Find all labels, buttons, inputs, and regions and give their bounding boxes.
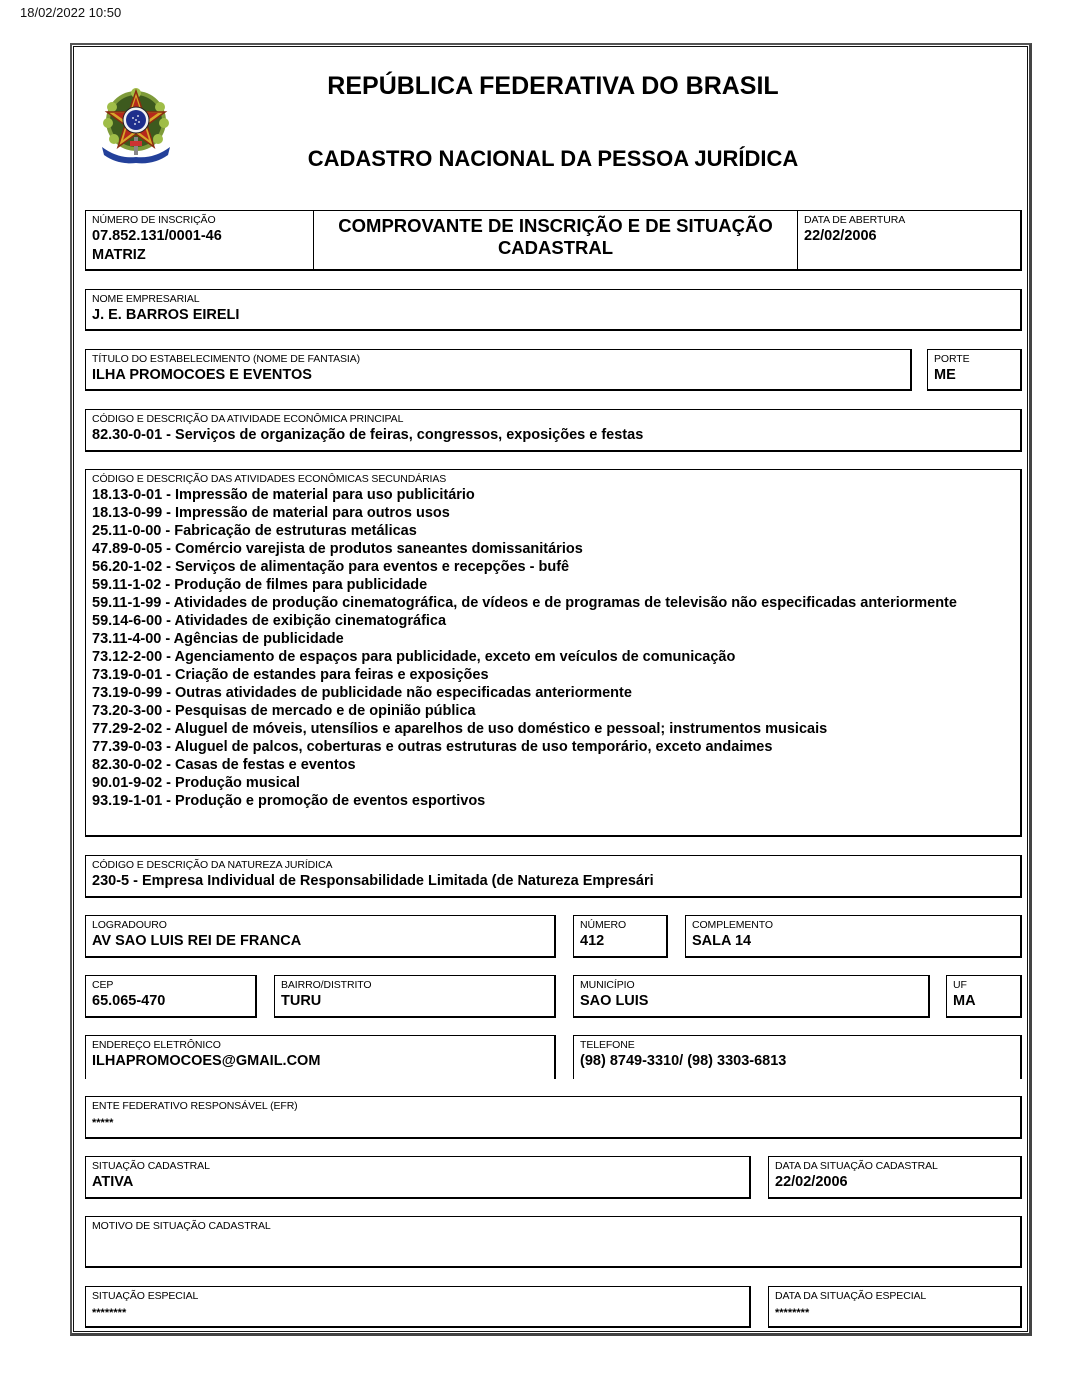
efr-label: ENTE FEDERATIVO RESPONSÁVEL (EFR)	[92, 1100, 298, 1112]
atividade-secundaria-item: 93.19-1-01 - Produção e promoção de eventos esportivos	[92, 793, 486, 809]
situacao-especial-label: SITUAÇÃO ESPECIAL	[92, 1290, 199, 1302]
document-title	[313, 211, 798, 269]
porte-box	[927, 349, 1022, 391]
complemento-label: COMPLEMENTO	[692, 919, 773, 931]
data-situacao-especial-value: ********	[775, 1307, 810, 1319]
data-situacao-especial-box	[768, 1286, 1022, 1328]
municipio-label: MUNICÍPIO	[580, 979, 635, 991]
natureza-juridica-value: 230-5 - Empresa Individual de Responsabilidade Limitada (de Natureza Empresári	[92, 873, 654, 889]
inscricao-label: NÚMERO DE INSCRIÇÃO	[92, 214, 216, 226]
efr-box	[85, 1096, 1022, 1139]
situacao-cadastral-value: ATIVA	[92, 1174, 134, 1190]
data-situacao-cadastral-box	[768, 1156, 1022, 1199]
atividade-secundaria-item: 59.11-1-99 - Atividades de produção cinematográfica, de vídeos e de programas de televisão não especificadas anteriormente	[92, 595, 957, 611]
municipio-box	[573, 975, 930, 1018]
bairro-value: TURU	[281, 993, 322, 1009]
data-abertura-value: 22/02/2006	[804, 228, 877, 244]
numero-box	[573, 915, 668, 958]
atividade-secundaria-item: 90.01-9-02 - Produção musical	[92, 775, 300, 791]
atividade-secundaria-item: 59.11-1-02 - Produção de filmes para publicidade	[92, 577, 428, 593]
header-title: REPÚBLICA FEDERATIVA DO BRASIL	[327, 72, 779, 100]
porte-value: ME	[934, 367, 956, 383]
motivo-situacao-label: MOTIVO DE SITUAÇÃO CADASTRAL	[92, 1220, 271, 1232]
atividade-secundaria-item: 47.89-0-05 - Comércio varejista de produtos saneantes domissanitários	[92, 541, 583, 557]
numero-label: NÚMERO	[580, 919, 627, 931]
situacao-especial-box	[85, 1286, 751, 1328]
titulo-estabelecimento-label: TÍTULO DO ESTABELECIMENTO (NOME DE FANTASIA)	[92, 353, 361, 365]
atividade-principal-label: CÓDIGO E DESCRIÇÃO DA ATIVIDADE ECONÔMICA PRINCIPAL	[92, 413, 404, 425]
atividade-principal-box	[85, 409, 1022, 452]
atividade-secundaria-item: 73.19-0-01 - Criação de estandes para feiras e exposições	[92, 667, 489, 683]
titulo-estabelecimento-value: ILHA PROMOCOES E EVENTOS	[92, 367, 312, 383]
numero-value: 412	[580, 933, 605, 949]
uf-box	[946, 975, 1022, 1018]
telefone-box	[573, 1035, 1022, 1079]
nome-empresarial-value: J. E. BARROS EIRELI	[92, 307, 240, 323]
municipio-value: SAO LUIS	[580, 993, 649, 1009]
titulo-estabelecimento-box	[85, 349, 912, 391]
email-box	[85, 1035, 556, 1079]
data-abertura-cell	[798, 211, 1020, 269]
logradouro-value: AV SAO LUIS REI DE FRANCA	[92, 933, 302, 949]
situacao-cadastral-label: SITUAÇÃO CADASTRAL	[92, 1160, 210, 1172]
print-timestamp: 18/02/2022 10:50	[20, 5, 122, 20]
natureza-juridica-box	[85, 855, 1022, 898]
data-situacao-cadastral-label: DATA DA SITUAÇÃO CADASTRAL	[775, 1160, 938, 1172]
cnpj-value: 07.852.131/0001-46	[92, 228, 222, 244]
atividades-secundarias-list	[92, 486, 980, 810]
bairro-label: BAIRRO/DISTRITO	[281, 979, 372, 991]
nome-empresarial-box	[85, 289, 1022, 331]
uf-label: UF	[953, 979, 967, 991]
atividade-secundaria-item: 82.30-0-02 - Casas de festas e eventos	[92, 757, 356, 773]
data-situacao-cadastral-value: 22/02/2006	[775, 1174, 848, 1190]
atividade-secundaria-item: 73.12-2-00 - Agenciamento de espaços para publicidade, exceto em veículos de comunicação	[92, 649, 736, 665]
header-subtitle: CADASTRO NACIONAL DA PESSOA JURÍDICA	[307, 146, 799, 171]
atividade-secundaria-item: 25.11-0-00 - Fabricação de estruturas metálicas	[92, 523, 417, 539]
efr-value: *****	[92, 1117, 114, 1129]
porte-label: PORTE	[934, 353, 970, 365]
cep-value: 65.065-470	[92, 993, 166, 1009]
atividade-secundaria-item: 18.13-0-01 - Impressão de material para uso publicitário	[92, 487, 475, 503]
natureza-juridica-label: CÓDIGO E DESCRIÇÃO DA NATUREZA JURÍDICA	[92, 859, 333, 871]
complemento-value: SALA 14	[692, 933, 752, 949]
atividade-principal-value: 82.30-0-01 - Serviços de organização de feiras, congressos, exposições e festas	[92, 427, 644, 443]
cep-label: CEP	[92, 979, 114, 991]
inscricao-cell	[86, 211, 313, 269]
bairro-box	[274, 975, 556, 1018]
complemento-box	[685, 915, 1022, 958]
atividade-secundaria-item: 18.13-0-99 - Impressão de material para outros usos	[92, 505, 450, 521]
document-title-line1: COMPROVANTE DE INSCRIÇÃO E DE SITUAÇÃO	[338, 215, 773, 236]
atividade-secundaria-item: 73.19-0-99 - Outras atividades de publicidade não especificadas anteriormente	[92, 685, 632, 701]
atividades-secundarias-box	[85, 469, 1022, 837]
situacao-especial-value: ********	[92, 1307, 127, 1319]
uf-value: MA	[953, 993, 976, 1009]
document-title-line2: CADASTRAL	[497, 237, 614, 258]
atividade-secundaria-item: 59.14-6-00 - Atividades de exibição cinematográfica	[92, 613, 447, 629]
situacao-cadastral-box	[85, 1156, 751, 1199]
atividade-secundaria-item: 77.29-2-02 - Aluguel de móveis, utensílios e aparelhos de uso doméstico e pessoal; instrumentos musicais	[92, 721, 828, 737]
telefone-label: TELEFONE	[580, 1039, 635, 1051]
atividades-secundarias-label: CÓDIGO E DESCRIÇÃO DAS ATIVIDADES ECONÔMICAS SECUNDÁRIAS	[92, 473, 447, 485]
atividade-secundaria-item: 73.11-4-00 - Agências de publicidade	[92, 631, 344, 647]
logradouro-label: LOGRADOURO	[92, 919, 167, 931]
nome-empresarial-label: NOME EMPRESARIAL	[92, 293, 200, 305]
email-value: ILHAPROMOCOES@GMAIL.COM	[92, 1053, 321, 1069]
data-abertura-label: DATA DE ABERTURA	[804, 214, 906, 226]
logradouro-box	[85, 915, 556, 958]
atividade-secundaria-item: 56.20-1-02 - Serviços de alimentação para eventos e recepções - bufê	[92, 559, 570, 575]
tipo-value: MATRIZ	[92, 247, 146, 263]
telefone-value: (98) 8749-3310/ (98) 3303-6813	[580, 1053, 787, 1069]
atividade-secundaria-item: 73.20-3-00 - Pesquisas de mercado e de opinião pública	[92, 703, 476, 719]
email-label: ENDEREÇO ELETRÔNICO	[92, 1039, 221, 1051]
data-situacao-especial-label: DATA DA SITUAÇÃO ESPECIAL	[775, 1290, 927, 1302]
inscription-row	[85, 210, 1022, 271]
motivo-situacao-box	[85, 1216, 1022, 1268]
cep-box	[85, 975, 257, 1018]
atividade-secundaria-item: 77.39-0-03 - Aluguel de palcos, coberturas e outras estruturas de uso temporário, exceto andaimes	[92, 739, 773, 755]
